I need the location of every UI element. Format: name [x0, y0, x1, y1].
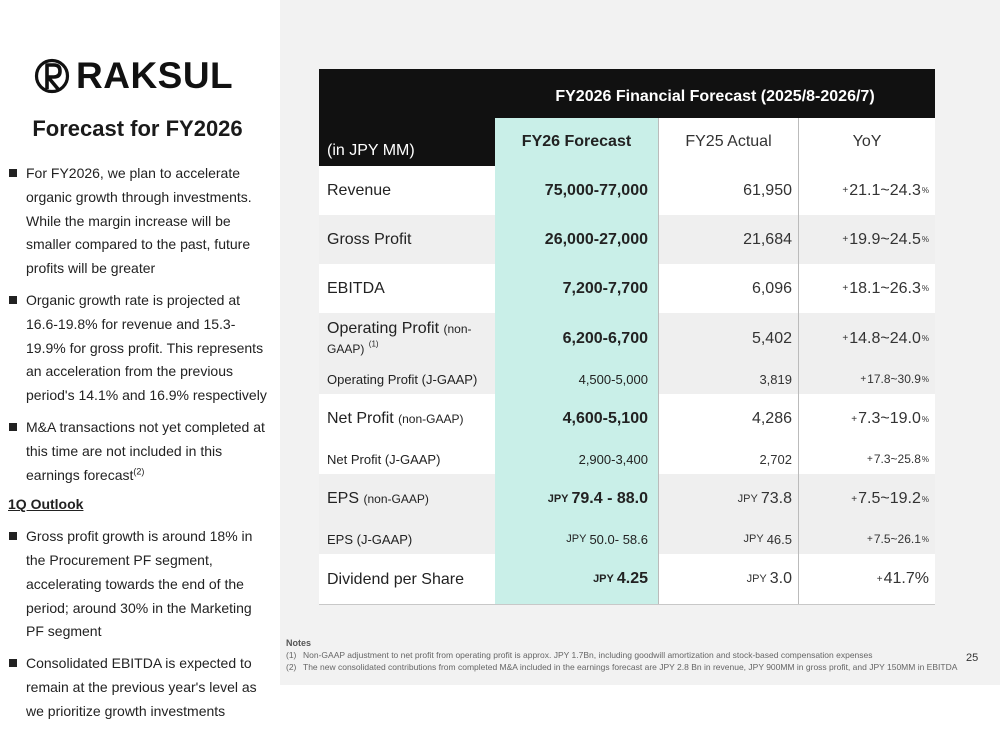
bullet-square-icon [9, 296, 17, 304]
yoy-value: + 19.9~24.5 % [798, 215, 935, 264]
actual-value: JPY 46.5 [658, 524, 798, 554]
yoy-value: + 17.8~30.9 % [798, 364, 935, 394]
forecast-value: 4,500-5,000 [495, 364, 658, 394]
bullet-square-icon [9, 169, 17, 177]
row-label: Gross Profit [327, 231, 412, 248]
row-label: Revenue [327, 182, 392, 199]
bullet-text: Gross profit growth is around 18% in the Procurement PF segment, accelerating towards the end of the period; around 30% in the Marketing PF segment [26, 528, 253, 640]
unit-header-cell [319, 118, 495, 166]
footnote-2: (2) The new consolidated contributions from completed M&A included in the earnings forecast are JPY 2.8 Bn in revenue, JPY 900MM in gross profit, and JPY 150MM in EBITDA [286, 662, 958, 672]
actual-value: JPY 3.0 [658, 554, 798, 604]
actual-value: 3,819 [658, 364, 798, 394]
actual-value: 4,286 [658, 394, 798, 444]
raksul-logo-icon [34, 56, 70, 96]
table-row-gross-profit [319, 215, 935, 264]
bullet-item [8, 416, 270, 487]
bullet-text: Organic growth rate is projected at 16.6-19.8% for revenue and 15.3-19.9% for gross profit. This represents an acceleration from the previous period's 14.1% and 16.9% respectively [26, 291, 267, 404]
bullet-text: Consolidated EBITDA is expected to remain at the previous year's level as we prioritize growth investments [26, 655, 257, 719]
col-header-forecast: FY26 Forecast [495, 118, 658, 166]
table-row-net-profit-jgaap [319, 444, 935, 474]
forecast-value: JPY 4.25 [495, 554, 658, 604]
forecast-value: 4,600-5,100 [495, 394, 658, 444]
bullet-text: M&A transactions not yet completed at this time are not included in this earnings forecast [26, 418, 265, 483]
table-row-eps-nongaap [319, 474, 935, 524]
yoy-value: + 14.8~24.0 % [798, 313, 935, 364]
actual-value: JPY 73.8 [658, 474, 798, 524]
bullet-item [8, 525, 270, 644]
page-title: Forecast for FY2026 [32, 116, 243, 141]
bullet-square-icon [9, 659, 17, 667]
actual-value: 6,096 [658, 264, 798, 313]
logo-wordmark: RAKSUL [76, 55, 234, 96]
table-bottom-rule [319, 604, 935, 605]
row-label: Net Profit (J-GAAP) [327, 451, 441, 467]
yoy-value: + 41.7% [798, 554, 935, 604]
bullet-list [8, 162, 270, 732]
table-row-operating-profit-jgaap [319, 364, 935, 394]
actual-value: 61,950 [658, 166, 798, 215]
footnote-ref: (2) [133, 465, 145, 476]
footnotes [286, 637, 966, 673]
row-label: EPS (J-GAAP) [327, 531, 413, 547]
forecast-value: 2,900-3,400 [495, 444, 658, 474]
forecast-value: JPY 50.0- 58.6 [495, 524, 658, 554]
table-row-dividend [319, 554, 935, 604]
row-label: EBITDA [327, 280, 385, 297]
col-header-actual: FY25 Actual [658, 118, 798, 166]
yoy-value: + 7.3~25.8 % [798, 444, 935, 474]
row-label: EPS (non-GAAP) [327, 490, 429, 507]
yoy-value: + 7.5~26.1 % [798, 524, 935, 554]
yoy-value: + 7.5~19.2 % [798, 474, 935, 524]
raksul-logo [34, 55, 233, 97]
table-row-revenue [319, 166, 935, 215]
table-row-net-profit-nongaap [319, 394, 935, 444]
bullet-item [8, 162, 270, 281]
yoy-value: + 18.1~26.3 % [798, 264, 935, 313]
row-label: Net Profit (non-GAAP) [327, 410, 464, 427]
notes-heading: Notes [286, 638, 312, 648]
bullet-item [8, 289, 270, 408]
bullet-text: For FY2026, we plan to accelerate organic growth through investments. While the margin increase will be smaller compared to the past, future profits will be greater [26, 165, 252, 277]
actual-value: 5,402 [658, 313, 798, 364]
left-panel [0, 0, 280, 719]
unit-label: (in JPY MM) [327, 142, 415, 159]
actual-value: 21,684 [658, 215, 798, 264]
bullet-square-icon [9, 423, 17, 431]
outlook-heading: 1Q Outlook [8, 496, 84, 513]
forecast-value: JPY 79.4 - 88.0 [495, 474, 658, 524]
col-header-yoy: YoY [798, 118, 935, 166]
table-row-ebitda [319, 264, 935, 313]
bullet-square-icon [9, 532, 17, 540]
forecast-value: 26,000-27,000 [495, 215, 658, 264]
forecast-value: 6,200-6,700 [495, 313, 658, 364]
table-title: FY2026 Financial Forecast (2025/8-2026/7) [555, 88, 875, 105]
actual-value: 2,702 [658, 444, 798, 474]
table-row-eps-jgaap [319, 524, 935, 554]
bullet-item [8, 652, 270, 723]
row-label: Operating Profit (non- GAAP) $^{(1)}$ [327, 319, 472, 356]
forecast-value: 7,200-7,700 [495, 264, 658, 313]
table-row-operating-profit-nongaap [319, 313, 935, 364]
yoy-value: + 7.3~19.0 % [798, 394, 935, 444]
forecast-value: 75,000-77,000 [495, 166, 658, 215]
footnote-1: (1) Non-GAAP adjustment to net profit from operating profit is approx. JPY 1.7Bn, including goodwill amortization and stock-based compensation expenses [286, 650, 873, 660]
yoy-value: + 21.1~24.3 % [798, 166, 935, 215]
row-label: Dividend per Share [327, 570, 464, 588]
page-number: 25 [966, 652, 979, 664]
row-label: Operating Profit (J-GAAP) [327, 371, 478, 387]
